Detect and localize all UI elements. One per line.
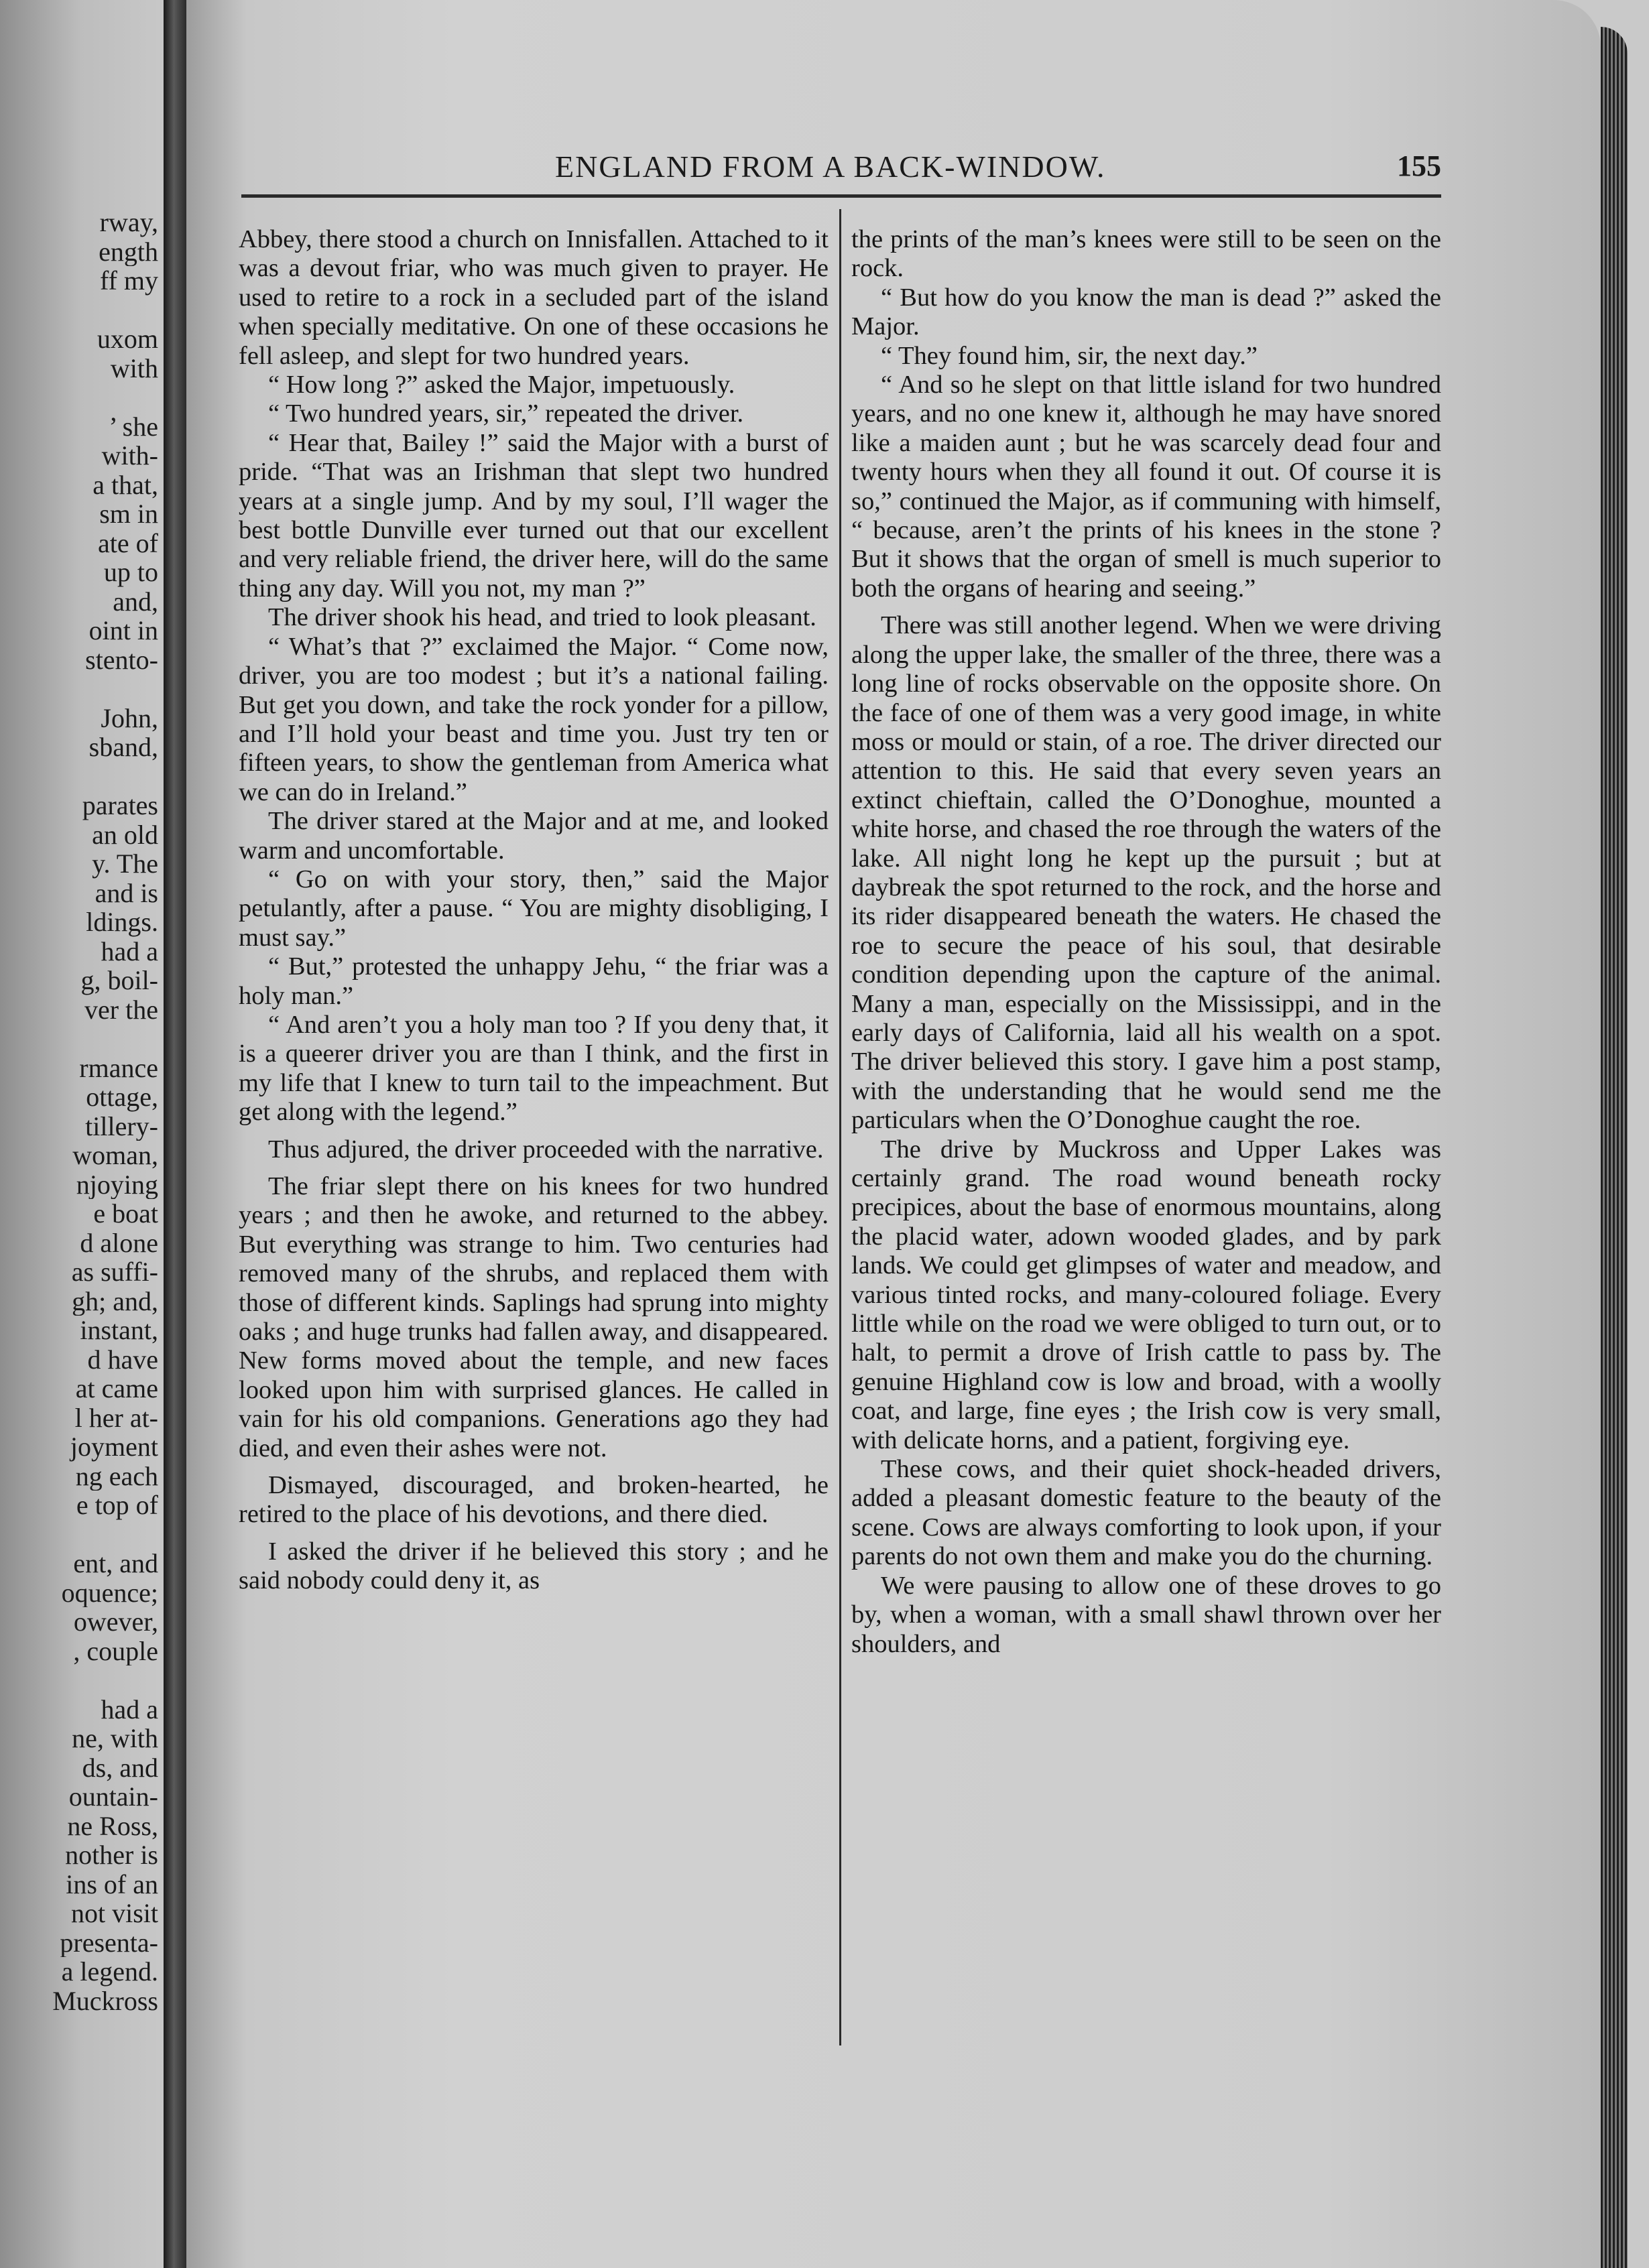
prev-line: d have xyxy=(87,1344,158,1374)
paragraph: “ And so he slept on that little island for two hundred years, and no one knew it, although he may have snored like a maiden aunt ; but he was scarcely dead four and twenty hours when they all found it out. Of course it is so,” continued the Major, as if communing with himself, “ because, aren’t the prints of his knees in the stone ? But it shows that the organ of smell is much superior to both the organs of hearing and seeing.” xyxy=(851,371,1441,603)
prev-line: not visit xyxy=(70,1899,158,1928)
prev-line: owever, xyxy=(73,1607,158,1637)
prev-line: ne Ross, xyxy=(67,1811,158,1840)
prev-line: up to xyxy=(103,558,158,587)
header-rule xyxy=(241,194,1441,198)
prev-line: had a xyxy=(101,1694,158,1724)
paragraph: “ Two hundred years, sir,” repeated the driver. xyxy=(268,399,744,428)
prev-line: had a xyxy=(101,936,158,966)
prev-line: tillery- xyxy=(85,1111,158,1141)
prev-line: oquence; xyxy=(61,1578,158,1607)
prev-line: ate of xyxy=(98,528,158,558)
prev-line: ent, and xyxy=(73,1549,158,1578)
paragraph: “ And aren’t you a holy man too ? If you deny that, it is a queerer driver you are than I think, and the first in my life that I knew to turn tail to the impeachment. But get along with the legend.” xyxy=(239,1010,829,1127)
right-text-column xyxy=(851,225,1441,1659)
prev-line: and, xyxy=(113,586,158,616)
prev-line: sband, xyxy=(88,733,158,762)
prev-line: l her at- xyxy=(74,1403,158,1432)
paragraph: I asked the driver if he believed this story ; and he said nobody could deny it, as xyxy=(239,1537,829,1595)
paragraph: “ What’s that ?” exclaimed the Major. “ Come now, driver, you are too modest ; but it’s a national failing. But get you down, and take the rock yonder for a pillow, and I’ll hold your beast and time you. Just try ten or fifteen years, to show the gentleman from America what we can do in Ireland.” xyxy=(239,632,829,806)
paragraph: The friar slept there on his knees for two hundred years ; and then he awoke, and returned to the abbey. But everything was strange to him. Two centuries had removed many of the shrubs, and replaced them with those of different kinds. Saplings had sprung into mighty oaks ; and huge trunks had fallen away, and disappeared. New forms moved about the temple, and new faces looked upon him with surprised glances. He called in vain for his old companions. Generations ago they had died, and even their ashes were not. xyxy=(239,1172,829,1462)
paragraph: “ Hear that, Bailey !” said the Major with a burst of pride. “That was an Irishman that slept two hundred years at a single jump. And by my soul, I’ll wager the best bottle Dunville ever turned out that our excellent and very reliable friend, the driver here, will do the same thing any day. Will you not, my man ?” xyxy=(239,428,829,603)
prev-line: d alone xyxy=(80,1228,158,1257)
paragraph: Thus adjured, the driver proceeded with the narrative. xyxy=(268,1135,824,1163)
prev-line: joyment xyxy=(70,1432,158,1462)
prev-line: ’ she xyxy=(109,412,158,441)
prev-line: a that, xyxy=(93,470,158,499)
prev-line: nother is xyxy=(65,1840,158,1870)
prev-line: with xyxy=(110,353,158,383)
prev-line: rmance xyxy=(79,1053,158,1082)
prev-line: an old xyxy=(92,820,158,849)
prev-line: ver the xyxy=(84,995,158,1024)
left-text-column xyxy=(239,225,829,1596)
prev-line xyxy=(0,296,158,325)
prev-line: ds, and xyxy=(82,1753,158,1782)
prev-line: ng each xyxy=(75,1461,158,1491)
prev-line: e boat xyxy=(93,1199,158,1228)
prev-line: at came xyxy=(75,1374,158,1403)
prev-line: and is xyxy=(95,878,158,907)
prev-line: ff my xyxy=(99,266,158,296)
prev-line: oint in xyxy=(88,616,158,645)
paragraph: We were pausing to allow one of these droves to go by, when a woman, with a small shawl thrown over her shoulders, and xyxy=(851,1571,1441,1658)
paragraph: the prints of the man’s knees were still to be seen on the rock. xyxy=(851,225,1441,283)
prev-line xyxy=(0,674,158,704)
paragraph: “ They found him, sir, the next day.” xyxy=(881,341,1258,370)
column-divider xyxy=(839,209,841,2045)
prev-line: instant, xyxy=(80,1316,158,1345)
prev-line: presenta- xyxy=(60,1928,158,1957)
prev-line: , couple xyxy=(73,1636,158,1665)
prev-line: gh; and, xyxy=(72,1286,158,1316)
prev-line: rway, xyxy=(99,208,158,237)
prev-line: ountain- xyxy=(68,1782,158,1812)
paragraph: There was still another legend. When we were driving along the upper lake, the smaller of the three, there was a long line of rocks observable on the opposite shore. On the face of one of them was a very good image, in white moss or mould or stain, of a roe. The driver directed our attention to this. He said that every seven years an extinct chieftain, called the O’Donoghue, mounted a white horse, and chased the roe through the waters of the lake. All night long he kept up the pursuit ; but at daybreak the spot returned to the rock, and the horse and its rider disappeared beneath the waters. He chased the roe to secure the peace of his soul, that desirable condition depending upon the capture of the animal. Many a man, especially on the Mississippi, and in the early days of California, laid all his wealth on a spot. The driver believed this story. I gave him a post stamp, with the understanding that he would send me the particulars when the O’Donoghue caught the roe. xyxy=(851,611,1441,1135)
prev-line xyxy=(0,1520,158,1550)
paragraph: The drive by Muckross and Upper Lakes was certainly grand. The road wound beneath rocky precipices, about the base of enormous mountains, along the placid water, adown wooded glades, and by park lands. We could get glimpses of water and meadow, and various tinted rocks, and many-coloured foliage. Every little while on the road we were obliged to turn out, or to halt, to permit a drove of Irish cattle to pass by. The genuine Highland cow is low and broad, with a woolly coat, and large, fine eyes ; the Irish cow is very small, with delicate horns, and a patient, forgiving eye. xyxy=(851,1135,1441,1454)
paragraph: The driver shook his head, and tried to look pleasant. xyxy=(268,603,816,632)
paragraph: “ Go on with your story, then,” said the Major petulantly, after a pause. “ You are mighty disobliging, I must say.” xyxy=(239,865,829,952)
prev-line: parates xyxy=(82,791,158,820)
prev-line: y. The xyxy=(92,849,158,879)
prev-line: ldings. xyxy=(86,907,158,937)
prev-line: John, xyxy=(101,703,158,733)
prev-line: g, boil- xyxy=(80,966,158,995)
prev-line: ins of an xyxy=(66,1869,158,1899)
page-block-edge xyxy=(1601,27,1628,2268)
prev-line: e top of xyxy=(76,1491,158,1520)
prev-line xyxy=(0,383,158,412)
prev-line: Muckross xyxy=(52,1986,158,2015)
running-head xyxy=(241,149,1441,188)
prev-line: ne, with xyxy=(72,1724,158,1753)
prev-line: sm in xyxy=(99,499,158,529)
running-head-title: ENGLAND FROM A BACK-WINDOW. xyxy=(555,149,1106,184)
prev-line: with- xyxy=(101,441,158,470)
prev-line: uxom xyxy=(97,324,158,354)
paragraph: “ But,” protested the unhappy Jehu, “ the friar was a holy man.” xyxy=(239,952,829,1010)
prev-line: woman, xyxy=(72,1141,158,1170)
prev-line: a legend. xyxy=(61,1957,158,1987)
paragraph: “ How long ?” asked the Major, impetuously. xyxy=(268,371,735,399)
paragraph: “ But how do you know the man is dead ?” asked the Major. xyxy=(851,283,1441,341)
prev-line xyxy=(0,1024,158,1054)
prev-line xyxy=(0,1665,158,1695)
previous-page-column xyxy=(0,208,158,2015)
book-gutter xyxy=(164,0,186,2268)
page-number: 155 xyxy=(1397,149,1441,182)
paragraph: The driver stared at the Major and at me, and looked warm and uncomfortable. xyxy=(239,807,829,865)
paragraph: Dismayed, discouraged, and broken-hearted, he retired to the place of his devotions, and there died. xyxy=(239,1471,829,1529)
prev-line: ottage, xyxy=(86,1082,158,1112)
paragraph: Abbey, there stood a church on Innisfallen. Attached to it was a devout friar, who was much given to prayer. He used to retire to a rock in a secluded part of the island when specially meditative. On one of these occasions he fell asleep, and slept for two hundred years. xyxy=(239,225,829,370)
prev-line: as suffi- xyxy=(71,1257,158,1287)
paragraph: These cows, and their quiet shock-headed drivers, added a pleasant domestic feature to the beauty of the scene. Cows are always comforting to look upon, if your parents do not own them and make you do the churning. xyxy=(851,1455,1441,1571)
prev-line xyxy=(0,762,158,792)
prev-line: stento- xyxy=(85,645,158,674)
prev-line: njoying xyxy=(76,1170,158,1199)
prev-line: ength xyxy=(99,237,158,266)
